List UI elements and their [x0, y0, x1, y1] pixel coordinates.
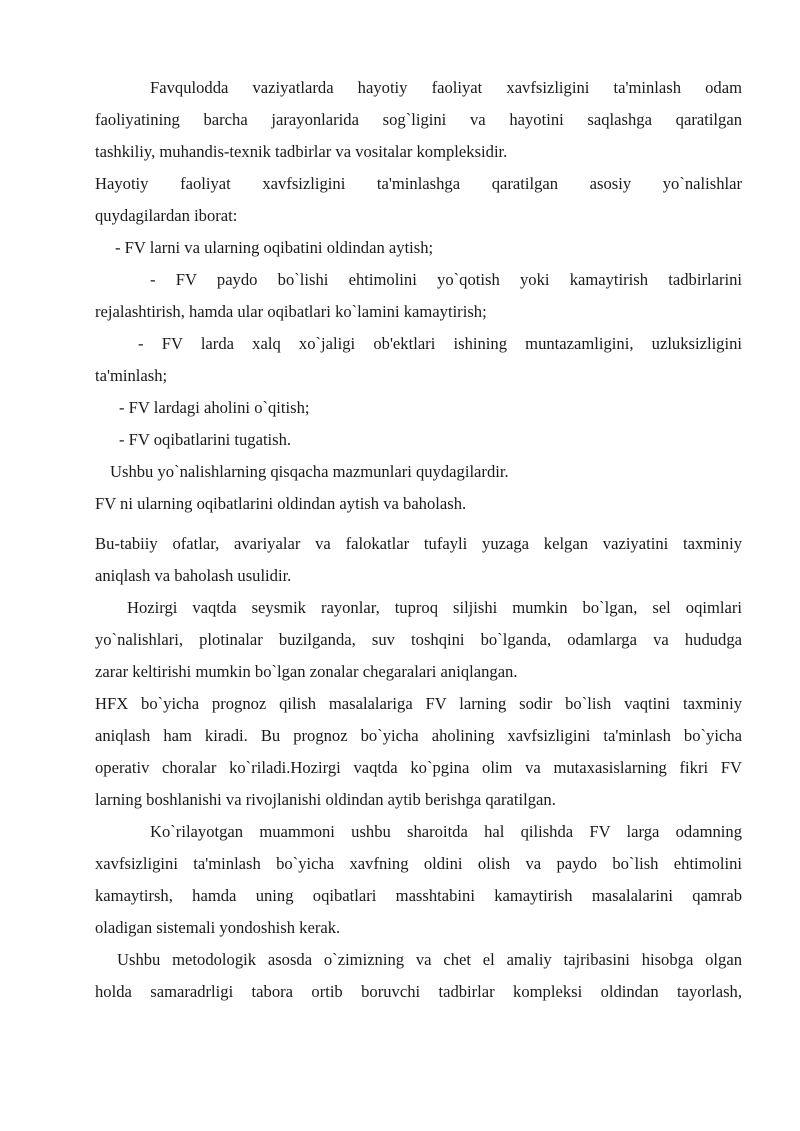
list-item: - FV paydo bo`lishi ehtimolini yo`qotish yoki kamaytirish tadbirlarini — [150, 270, 742, 289]
text-line: Ushbu yo`nalishlarning qisqacha mazmunlari quydagilardir. — [110, 462, 509, 481]
text-line: Hayotiy faoliyat xavfsizligini ta'minlashga qaratilgan asosiy yo`nalishlar — [95, 174, 742, 193]
list-item: - FV larda xalq xo`jaligi ob'ektlari ishining muntazamligini, uzluksizligini — [138, 334, 742, 353]
text-line: rejalashtirish, hamda ular oqibatlari ko`lamini kamaytirish; — [95, 302, 487, 321]
text-line: Favqulodda vaziyatlarda hayotiy faoliyat xavfsizligini ta'minlash odam — [150, 78, 742, 97]
section-heading: FV ni ularning oqibatlarini oldindan aytish va baholash. — [95, 494, 467, 513]
text-line: aniqlash va baholash usulidir. — [95, 566, 292, 585]
text-line: holda samaradrligi tabora ortib boruvchi tadbirlar kompleksi oldindan tayorlash, — [95, 982, 742, 1001]
text-line: oladigan sistemali yondoshish kerak. — [95, 918, 341, 937]
text-line: tashkiliy, muhandis-texnik tadbirlar va vositalar kompleksidir. — [95, 142, 508, 161]
text-line: faoliyatining barcha jarayonlarida sog`ligini va hayotini saqlashga qaratilgan — [95, 110, 742, 129]
text-line: ta'minlash; — [95, 366, 168, 385]
list-item: - FV oqibatlarini tugatish. — [119, 430, 292, 449]
text-line: quydagilardan iborat: — [95, 206, 238, 225]
text-line: Hozirgi vaqtda seysmik rayonlar, tuproq siljishi mumkin bo`lgan, sel oqimlari — [127, 598, 742, 617]
text-line: larning boshlanishi va rivojlanishi oldindan aytib berishga qaratilgan. — [95, 790, 556, 809]
text-line: xavfsizligini ta'minlash bo`yicha xavfning oldini olish va paydo bo`lish ehtimolini — [95, 854, 742, 873]
text-line: zarar keltirishi mumkin bo`lgan zonalar chegaralari aniqlangan. — [95, 662, 518, 681]
text-line: Bu-tabiiy ofatlar, avariyalar va falokatlar tufayli yuzaga kelgan vaziyatini taxminiy — [95, 534, 742, 553]
text-line: yo`nalishlari, plotinalar buzilganda, suv toshqini bo`lganda, odamlarga va hududga — [95, 630, 742, 649]
text-line: operativ choralar ko`riladi.Hozirgi vaqtda ko`pgina olim va mutaxasislarning fikri FV — [95, 758, 742, 777]
text-line: Ushbu metodologik asosda o`zimizning va chet el amaliy tajribasini hisobga olgan — [117, 950, 742, 969]
list-item: - FV lardagi aholini o`qitish; — [119, 398, 310, 417]
text-line: aniqlash ham kiradi. Bu prognoz bo`yicha aholining xavfsizligini ta'minlash bo`yicha — [95, 726, 742, 745]
text-line: Ko`rilayotgan muammoni ushbu sharoitda hal qilishda FV larga odamning — [150, 822, 742, 841]
list-item: - FV larni va ularning oqibatini oldindan aytish; — [115, 238, 434, 257]
text-line: HFX bo`yicha prognoz qilish masalalariga FV larning sodir bo`lish vaqtini taxminiy — [95, 694, 742, 713]
text-line: kamaytirsh, hamda uning oqibatlari masshtabini kamaytirish masalalarini qamrab — [95, 886, 742, 905]
